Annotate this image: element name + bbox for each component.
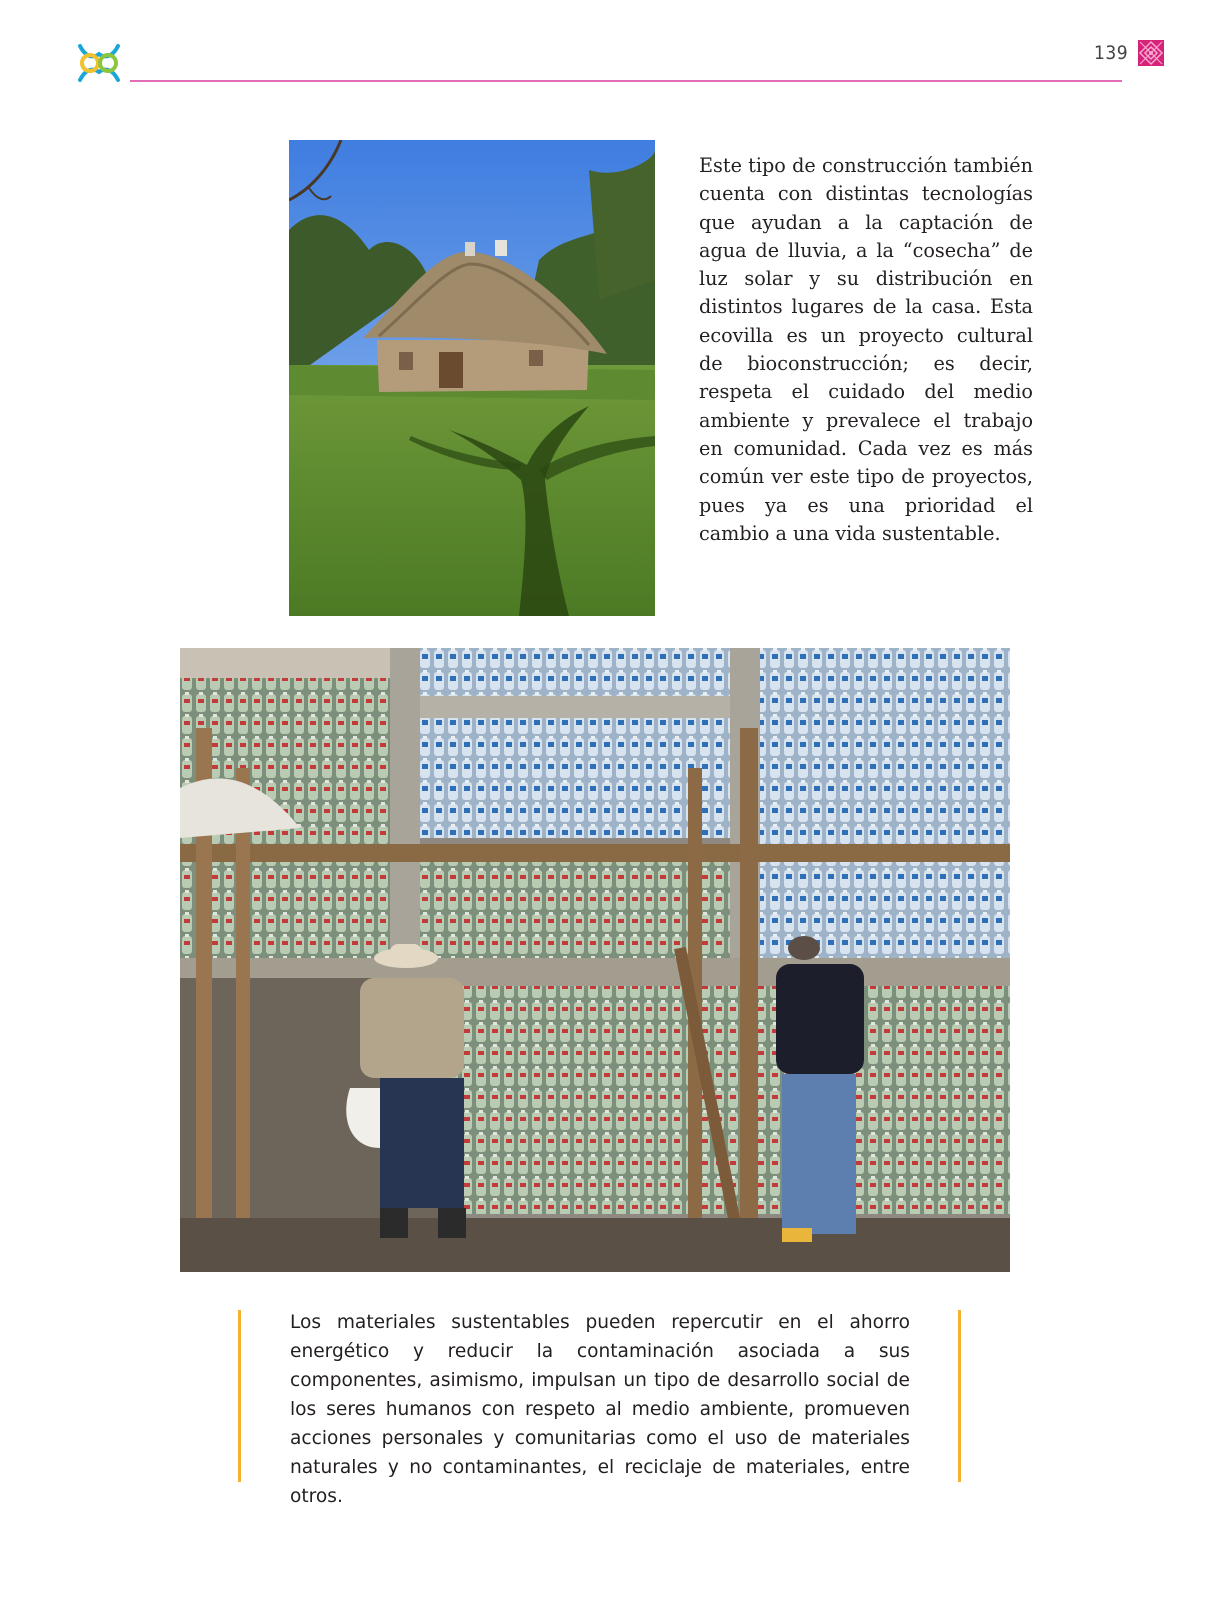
caption-accent-bar-right: [958, 1310, 961, 1482]
page-number: 139: [1094, 42, 1129, 64]
header-divider: [130, 80, 1122, 82]
body-paragraph: Este tipo de construcción también cuenta con distintas tecnologías que ayudan a la captación de agua de lluvia, a la “cosecha” de luz solar y su distribución en distintos lugares de la casa. Esta ecovilla es un proyecto cultural de bioconstrucción; es decir, respeta el cuidado del medio ambiente y prevalece el trabajo en comunidad. Cada vez es más común ver este tipo de proyectos, pues ya es una prioridad el cambio a una vida sustentable.: [699, 154, 1033, 545]
interlocking-rings-logo-icon: [76, 40, 122, 86]
caption-accent-bar-left: [238, 1310, 241, 1482]
bottle-wall-photo: [180, 648, 1010, 1272]
magenta-pattern-ornament-icon: [1138, 40, 1164, 66]
photo-caption: Los materiales sustentables pueden repercutir en el ahorro energético y reducir la contaminación asociada a sus componentes, asimismo, impulsan un tipo de desarrollo social de los seres humanos con respeto al medio ambiente, promueven acciones personales y comunitarias como el uso de materiales naturales y no contaminantes, el reciclaje de materiales, entre otros.: [290, 1312, 910, 1507]
thatched-house-photo: [289, 140, 655, 616]
